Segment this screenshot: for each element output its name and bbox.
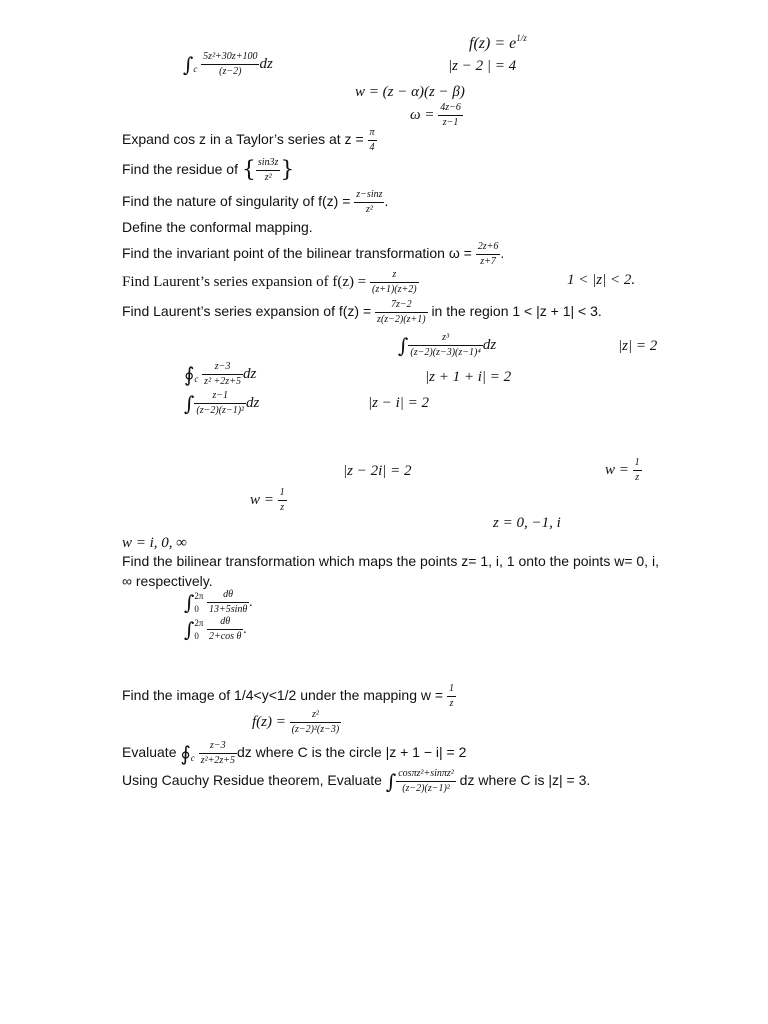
question-invariant-point: Find the invariant point of the bilinear transformation ω = $\frac{2z+6}{z+7}$ . [122,241,505,267]
contour-condition-2: |z| = 2 [618,338,658,354]
contour-condition-3: |z + 1 + i| = 2 [425,369,512,385]
integral-sign: ∫ [183,52,194,77]
question-laurent-series-2: Find Laurent’s series expansion of f(z) = $\frac{7z-2}{z(z-2)(z+1)}$ in the region 1 < |z + 1| < 3. [122,299,602,325]
question-bilinear-transformation: Find the bilinear transformation which maps the points z= 1, i, 1 onto the points w= 0, i, [122,553,659,569]
mapping-w-inverse-right: w = $\frac{1}{z}$ [605,457,640,483]
question-singularity: Find the nature of singularity of f(z) = $\frac{z-\sin z}{\text{z²}}$ . [122,189,389,215]
question-conformal-mapping: Define the conformal mapping. [122,219,313,235]
question-laurent-series-1: Find Laurent’s series expansion of f(z) = $\frac{z}{(z+1)(z+2)}$ [122,269,417,295]
factored-expression: w = (z − α)(z − β) [355,84,465,100]
question-taylor-series: Expand cos z in a Taylor’s series at z = $\frac{\pi}{4}$ [122,127,375,153]
region-condition-1: 1 < |z| < 2. [567,272,636,288]
fraction: $\frac{\text{5z²+30z+100}}{(z-2)}$ [203,51,258,77]
function-definition-exp: $f(z) = e^{1/z}$ [469,33,527,52]
contour-condition-1: |z − 2 | = 4 [448,58,517,74]
question-image-mapping: Find the image of 1/4<y<1/2 under the mapping w = $\frac{1}{z}$ [122,683,454,709]
mapping-omega: ω = $\frac{4z-6}{z-1}$ [410,102,461,128]
question-cauchy-residue: Using Cauchy Residue theorem, Evaluate ∫ $\frac{\text{cosπz²+sinπz²}}{\text{(z−2)(z−1)²}}$ dz where C is |z| = 3. [122,768,591,794]
integral-expression-4: ∫ $\frac{z-1}{\text{(z−2)(z−1)²}}$ dz [184,390,260,416]
contour-subscript: c [193,63,198,74]
question-residue: Find the residue of { $\frac{\sin 3z}{\text{z²}}$ } [122,157,295,183]
question-bilinear-transformation-cont: ∞ respectively. [122,573,213,589]
points-w: w = i, 0, ∞ [122,535,187,551]
definite-integral-1: ∫ 2π 0 $\frac{d\theta}{13+5\sin\theta}$ . [184,589,253,616]
definite-integral-2: ∫ 2π 0 $\frac{d\theta}{\text{2+cos θ}}$ . [184,616,247,643]
integral-expression-1: $\int_c$ $\frac{\text{5z²+30z+100}}{(z-2)}$ dz [183,51,273,77]
mapping-w-inverse-left: w = $\frac{1}{z}$ [250,487,285,513]
points-z: z = 0, −1, i [493,515,561,531]
contour-condition-4: |z − i| = 2 [368,395,429,411]
function-definition-rational: f(z) = $\frac{\text{z²}}{\text{(z−2)²(z−3)}}$ [252,709,340,735]
integral-expression-2: ∫ $\frac{\text{z³}}{\text{(z−2)(z−3)(z−1)⁴}}$ dz [398,332,497,358]
integral-expression-3: $∮_c$ $\frac{z-3}{\text{z² +2z+5}}$ dz [184,361,257,387]
contour-condition-5: |z − 2i| = 2 [343,463,412,479]
question-evaluate-contour-integral: Evaluate $∮_c$ $\frac{z-3}{\text{z²+2z+5}}$ dz where C is the circle |z + 1 − i| = 2 [122,740,467,766]
